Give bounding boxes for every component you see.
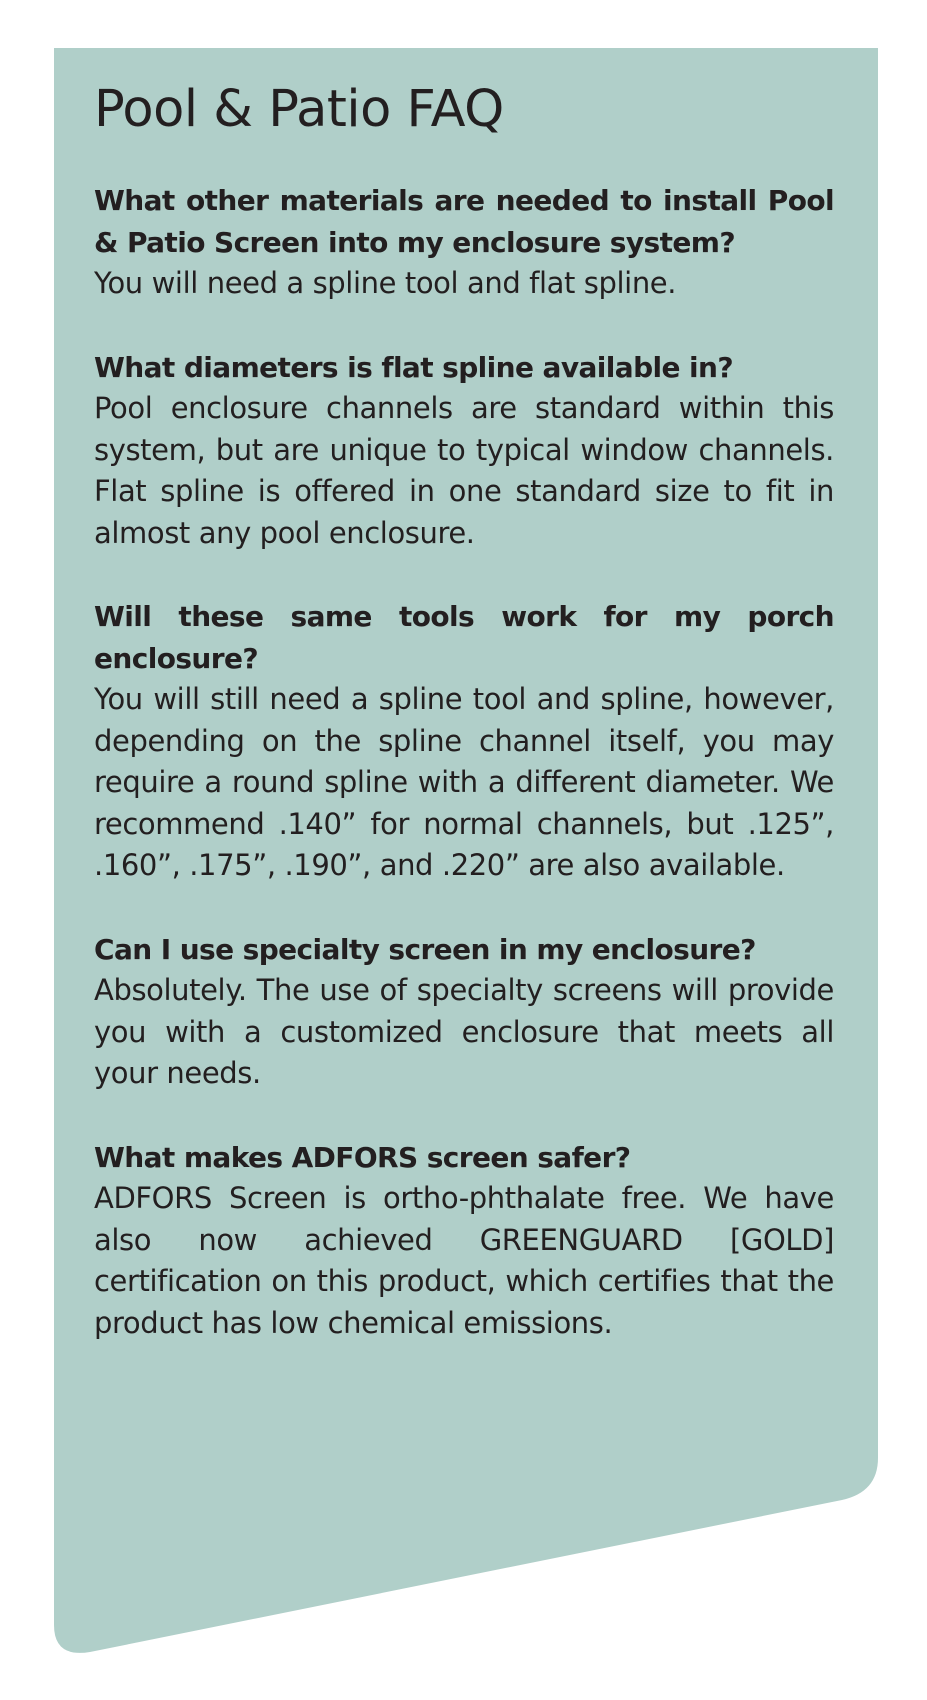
faq-answer: ADFORS Screen is ortho-phthalate free. We have also now achieved GREENGUARD [GOLD] certification on this product, which certifies that the product has low chemical emissions.	[94, 1181, 834, 1340]
faq-answer: You will still need a spline tool and spline, however, depending on the spline channel itself, you may require a round spline with a different diameter. We recommend .140” for normal channels, but .125”, .160”, .175”, .190”, and .220” are also available.	[94, 682, 834, 882]
faq-answer: Pool enclosure channels are standard within this system, but are unique to typical window channels. Flat spline is offered in one standard size to fit in almost any pool enclosure.	[94, 391, 834, 550]
faq-item-spline-diameters	[94, 347, 834, 555]
faq-question: What makes ADFORS screen safer?	[94, 1140, 631, 1174]
faq-item-porch-tools	[94, 596, 834, 887]
faq-content	[94, 78, 834, 1386]
faq-answer: You will need a spline tool and flat spline.	[94, 266, 677, 300]
faq-item-specialty-screen	[94, 929, 834, 1095]
faq-question: Can I use specialty screen in my enclosure?	[94, 932, 756, 966]
faq-question: Will these same tools work for my porch enclosure?	[94, 600, 834, 675]
faq-item-screen-safety	[94, 1137, 834, 1345]
page-title: Pool & Patio FAQ	[94, 80, 504, 139]
faq-question: What other materials are needed to install Pool & Patio Screen into my enclosure system?	[94, 184, 834, 259]
faq-answer: Absolutely. The use of specialty screens will provide you with a customized enclosure that meets all your needs.	[94, 973, 834, 1090]
faq-question: What diameters is flat spline available in?	[94, 350, 734, 384]
faq-item-spline-materials	[94, 180, 834, 305]
